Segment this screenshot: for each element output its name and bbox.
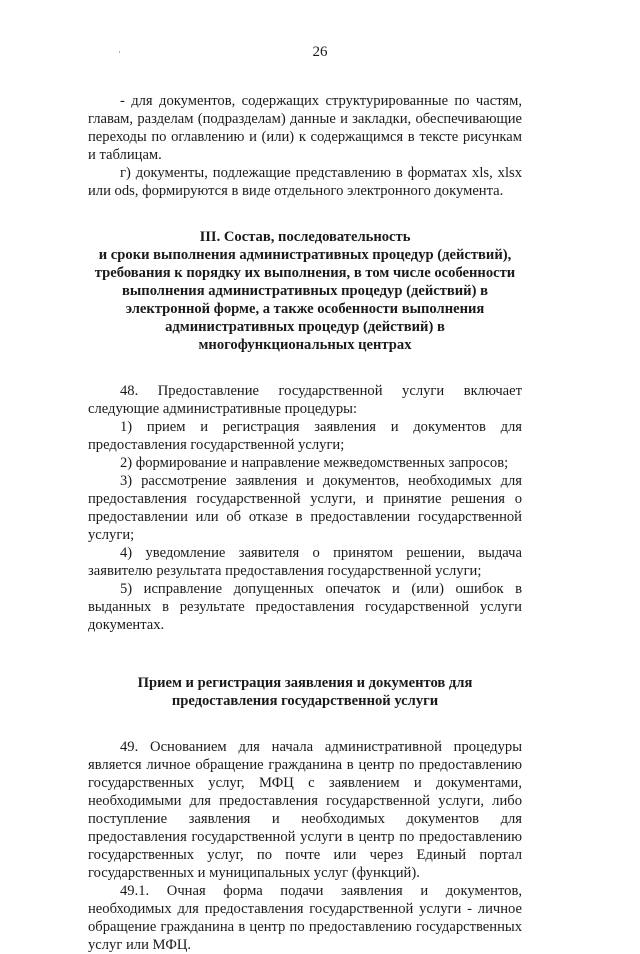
procedure-item-4: 4) уведомление заявителя о принятом решении, выдача заявителю результата предоставления государственной услуги; (88, 545, 522, 579)
scan-mark: · (118, 47, 121, 57)
paragraph-structured-docs: - для документов, содержащих структурированные по частям, главам, разделам (подразделам) данные и закладки, обеспечивающие переходы по оглавлению и (или) к содержащимся в тексте рисункам и таблицам. (88, 93, 522, 163)
paragraph-spreadsheet-docs: г) документы, подлежащие представлению в форматах xls, xlsx или ods, формируются в виде отдельного электронного документа. (88, 165, 522, 199)
paragraph-49: 49. Основанием для начала административной процедуры является личное обращение гражданина в центр по предоставлению государственных услуг, МФЦ с заявлением и документами, необходимыми для предоставления государственной услуги, либо поступление заявления и необходимых документов для предоставления государственной услуги в центр по предоставлению государственных услуг, по почте или через Единый портал государственных и муниципальных услуг (функций). (88, 739, 522, 881)
document-body (88, 92, 522, 954)
paragraph-48: 48. Предоставление государственной услуги включает следующие административные процедуры: (88, 383, 522, 417)
paragraph-49-1: 49.1. Очная форма подачи заявления и документов, необходимых для предоставления государственной услуги - личное обращение гражданина в центр по предоставлению государственных услуг или МФЦ. (88, 883, 522, 953)
section-heading-text: и сроки выполнения административных процедур (действий), требования к порядку их выполнения, в том числе особенности выполнения административных процедур (действий) в электронной форме, а также особенности выполнения административных процедур (действий) в многофункциональных центрах (94, 247, 516, 353)
page-number: 26 (312, 44, 328, 60)
subsection-heading: Прием и регистрация заявления и документов для предоставления государственной услуги (137, 675, 473, 709)
procedure-item-1: 1) прием и регистрация заявления и документов для предоставления государственной услуги; (88, 419, 522, 453)
section-heading-number: III. Состав, последовательность (199, 229, 411, 245)
procedure-item-3: 3) рассмотрение заявления и документов, необходимых для предоставления государственной услуги, и принятие решения о предоставлении или об отказе в предоставлении государственной услуги; (88, 473, 522, 543)
procedure-item-2: 2) формирование и направление межведомственных запросов; (120, 455, 509, 471)
procedure-item-5: 5) исправление допущенных опечаток и (или) ошибок в выданных в результате предоставления государственной услуги документах. (88, 581, 522, 633)
